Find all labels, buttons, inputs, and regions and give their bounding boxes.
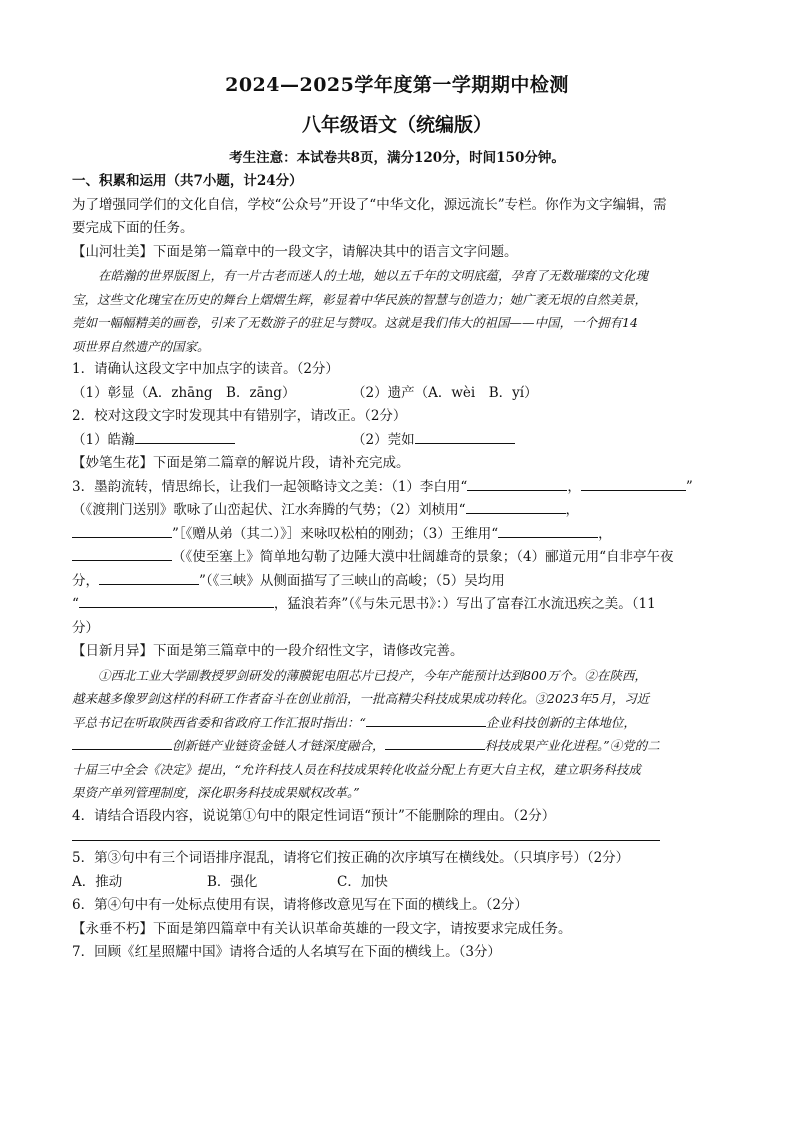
option: A．推动: [72, 873, 123, 890]
text: 分，: [72, 572, 99, 589]
text: 3．墨韵流转，情思绵长，让我们一起领略诗文之美：（1）李白用“: [72, 478, 468, 495]
option: C．加快: [337, 873, 388, 890]
question-6: 6．第④句中有一处标点使用有误，请将修改意见写在下面的横线上。（2分）: [72, 897, 528, 913]
option: （2）遗产（A．wèi B．yí）: [352, 384, 538, 401]
answer-blank[interactable]: [72, 735, 172, 750]
passage-line: 莞如一幅幅精美的画卷，引来了无数游子的驻足与赞叹。这就是我们伟大的祖国——中国，一个拥有14: [72, 315, 638, 330]
answer-blank[interactable]: [79, 593, 274, 608]
passage-line: 越来越多像罗剑这样的科研工作者奋斗在创业前沿，一批高精尖科技成果成功转化。③2023年5月，习近: [72, 691, 650, 706]
part-lead: 【永垂不朽】下面是第四篇章中有关认识革命英雄的一段文字，请按要求完成任务。: [72, 920, 572, 937]
question-3-line: [72, 499, 724, 523]
exam-notice: 考生注意：本试卷共8页，满分120分，时间150分钟。: [229, 150, 565, 166]
text: ”［《赠从弟（其二）》］来咏叹松柏的刚劲；（3）王维用“: [172, 525, 499, 542]
option: （1）彰显（A．zhāng B．zāng）: [72, 384, 296, 401]
question-3-line: [72, 593, 724, 617]
text: ”（《三峡》从侧面描写了三峡山的高峻；（5）吴均用: [199, 572, 505, 589]
passage-line: [72, 711, 724, 735]
question-3-line: [72, 546, 724, 570]
text: 科技成果产业化进程。”④党的二: [484, 738, 660, 753]
text: 企业科技创新的主体地位，: [485, 714, 636, 730]
exam-content: [72, 170, 724, 965]
intro-line: 要完成下面的任务。: [72, 220, 194, 236]
text: ，: [565, 502, 579, 518]
answer-blank[interactable]: [135, 429, 235, 444]
passage-line: 果资产单列管理制度，深化职务科技成果赋权改革。”: [72, 785, 360, 800]
passage-line: 宝，这些文化瑰宝在历史的舞台上熠熠生辉，彰显着中华民族的智慧与创造力；她广袤无垠的自然美景，: [72, 291, 648, 307]
text: （《使至塞上》简单地勾勒了边陲大漠中壮阔雄奇的景象；（4）郦道元用“自非亭午夜: [172, 549, 674, 565]
passage-line: [72, 734, 724, 758]
answer-blank[interactable]: [366, 712, 486, 727]
passage-line: 十届三中全会《决定》提出，“允许科技人员在科技成果转化收益分配上有更大自主权，建立职务科技成: [72, 761, 641, 777]
answer-blank[interactable]: [415, 429, 515, 444]
question-1: 1．请确认这段文字中加点字的读音。（2分）: [72, 361, 339, 377]
part-lead: 【日新月异】下面是第三篇章中的一段介绍性文字，请修改完善。: [72, 643, 464, 659]
text: （《渡荆门送别》歌咏了山峦起伏、江水奔腾的气势；（2）刘桢用“: [72, 502, 466, 518]
intro-line: 为了增强同学们的文化自信，学校“公众号”开设了“中华文化，源远流长”专栏。你作为文字编辑，需: [72, 196, 667, 213]
option: B．强化: [207, 873, 258, 890]
passage-line: 项世界自然遗产的国家。: [72, 338, 210, 354]
answer-blank[interactable]: [498, 523, 598, 538]
passage-line: 在皓瀚的世界版图上，有一片古老而迷人的土地，她以五千年的文明底蕴，孕育了无数璀璨的文化瑰: [98, 268, 649, 283]
answer-blank[interactable]: [385, 735, 485, 750]
question-3-line: [72, 570, 724, 594]
section-heading: 一、积累和运用（共7小题，计24分）: [72, 173, 303, 189]
question-7: 7．回顾《红星照耀中国》请将合适的人名填写在下面的横线上。（3分）: [72, 944, 501, 960]
exam-title: 2024—2025学年度第一学期期中检测: [225, 74, 569, 96]
question-2-blanks: [72, 429, 724, 453]
text: ，: [598, 525, 612, 542]
answer-blank[interactable]: [72, 523, 172, 538]
text: ”: [685, 478, 693, 495]
question-3-line: [72, 523, 724, 547]
answer-blank[interactable]: [581, 476, 686, 491]
question-3-line: 分）: [72, 619, 99, 636]
question-3-line: [72, 476, 724, 500]
answer-blank[interactable]: [99, 570, 199, 585]
question-5: 5．第③句中有三个词语排序混乱，请将它们按正确的次序填写在横线处。（只填序号）（2分）: [72, 850, 630, 866]
question-5-options: [72, 871, 724, 895]
answer-line[interactable]: [72, 828, 660, 841]
exam-subtitle: 八年级语文（统编版）: [301, 114, 492, 136]
text: 平总书记在听取陕西省委和省政府工作汇报时指出：“: [72, 714, 366, 730]
passage-line: ①西北工业大学副教授罗剑研发的薄膜铌电阻芯片已投产，今年产能预计达到800万个。②在陕西，: [98, 667, 647, 683]
question-2: 2．校对这段文字时发现其中有错别字，请改正。（2分）: [72, 408, 407, 424]
text: ，猛浪若奔”（《与朱元思书》：）写出了富春江水流迅疾之美。（11: [273, 596, 656, 612]
text: ，: [567, 478, 581, 495]
text: 创新链产业链资金链人才链深度融合，: [172, 738, 385, 753]
answer-blank[interactable]: [467, 476, 567, 491]
answer-blank[interactable]: [466, 499, 566, 514]
part-lead: 【妙笔生花】下面是第二篇章的解说片段，请补充完成。: [72, 455, 410, 471]
question-4: 4．请结合语段内容，说说第①句中的限定性词语“预计”不能删除的理由。（2分）: [72, 807, 556, 824]
answer-blank[interactable]: [72, 546, 172, 561]
blank-label: （1）皓瀚: [72, 431, 135, 448]
question-1-options: [72, 382, 724, 406]
text: “: [72, 596, 79, 612]
blank-label: （2）莞如: [352, 431, 415, 448]
part-lead: 【山河壮美】下面是第一篇章中的一段文字，请解决其中的语言文字问题。: [72, 243, 518, 260]
